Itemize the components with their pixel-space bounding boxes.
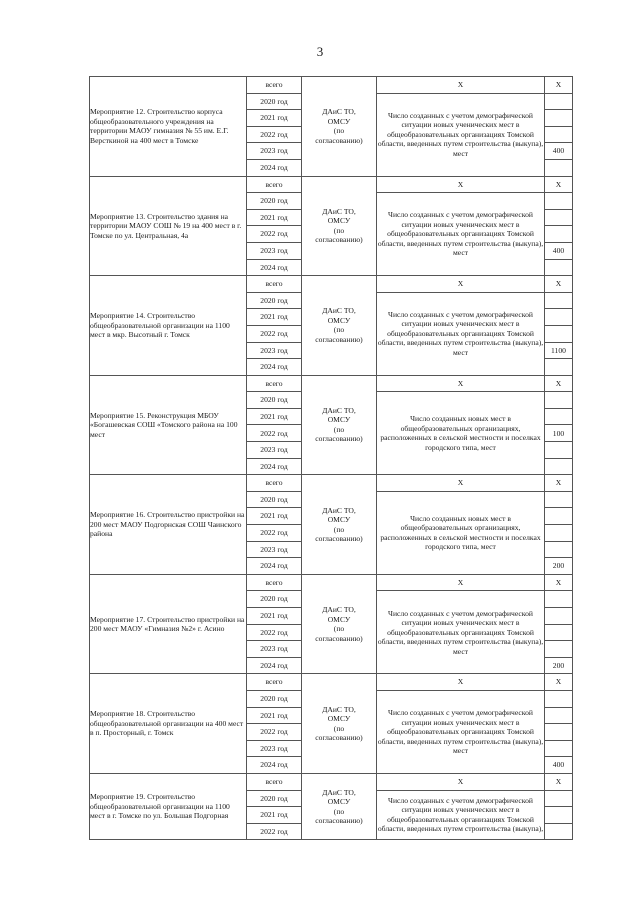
indicator-value [545,491,573,508]
executor-line: (по [333,723,345,733]
indicator-value [545,591,573,608]
year-cell: 2021 год [247,608,302,625]
indicator-name: Число созданных с учетом демографической ситуации новых ученических мест в общеобразовательных организациях Томской области, введенных путем строительства (выкупа), мест [377,690,545,773]
indicator-value [545,807,573,824]
indicator-total-cell: Х [377,773,545,790]
executor-line: согласованию) [315,334,363,344]
table-row [90,276,601,293]
year-cell: 2020 год [247,93,302,110]
year-cell: 2020 год [247,392,302,409]
year-cell: 2024 год [247,757,302,774]
executor-line: (по [333,325,345,335]
executor-line: (по [333,126,345,136]
indicator-name: Число созданных новых мест в общеобразовательных организациях, расположенных в сельской местности и поселках городского типа, мест [377,491,545,574]
indicator-name: Число созданных новых мест в общеобразовательных организациях, расположенных в сельской местности и поселках городского типа, мест [377,392,545,475]
indicator-value: 200 [545,558,573,575]
indicator-value [545,458,573,475]
measure-name: Мероприятие 15. Реконструкция МБОУ «Богашевская СОШ «Томского района на 100 мест [90,375,247,475]
indicator-value [545,325,573,342]
year-cell: 2020 год [247,193,302,210]
indicator-value [545,126,573,143]
year-cell: 2021 год [247,408,302,425]
executor-line: (по [333,424,345,434]
indicator-value [545,226,573,243]
year-cell: всего [247,674,302,691]
year-cell: 2023 год [247,143,302,160]
executor-line: ДАиС ТО, [322,605,356,615]
indicator-value: Х [545,375,573,392]
indicator-value [545,392,573,409]
indicator-value [545,525,573,542]
indicator-value: 400 [545,143,573,160]
table-row [90,773,601,790]
indicator-value [545,442,573,459]
executor-line: ОМСУ [327,216,351,226]
year-cell: всего [247,574,302,591]
measure-name: Мероприятие 19. Строительство общеобразовательной организации на 1100 мест в г. Томске по ул. Большая Подгорная [90,773,247,839]
indicator-name: Число созданных с учетом демографической ситуации новых ученических мест в общеобразовательных организациях Томской области, введенных путем строительства (выкупа), мест [377,591,545,674]
table-row [90,176,601,193]
indicator-total-cell: Х [377,375,545,392]
year-cell: 2022 год [247,325,302,342]
year-cell: 2023 год [247,740,302,757]
year-cell: 2021 год [247,707,302,724]
indicator-total-cell: Х [377,674,545,691]
executor-line: ОМСУ [327,515,351,525]
executor-cell [302,674,377,774]
indicator-value [545,93,573,110]
executor-line: ОМСУ [327,797,351,807]
year-cell: 2022 год [247,724,302,741]
indicator-value [545,309,573,326]
measure-name: Мероприятие 14. Строительство общеобразовательной организации на 1100 мест в мкр. Высотный г. Томск [90,276,247,376]
year-cell: всего [247,176,302,193]
year-cell: 2020 год [247,491,302,508]
year-cell: 2023 год [247,641,302,658]
year-cell: 2024 год [247,657,302,674]
indicator-name: Число созданных с учетом демографической ситуации новых ученических мест в общеобразовательных организациях Томской области, введенных путем строительства (выкупа), [377,790,545,840]
indicator-value: 100 [545,425,573,442]
executor-cell [302,176,377,276]
year-cell: 2021 год [247,807,302,824]
executor-line: ОМСУ [327,116,351,126]
year-cell: 2023 год [247,541,302,558]
page-number: 3 [316,44,324,59]
indicator-total-cell: Х [377,475,545,492]
year-cell: 2021 год [247,309,302,326]
year-cell: 2024 год [247,458,302,475]
year-cell: 2023 год [247,242,302,259]
year-cell: всего [247,375,302,392]
table-row [90,475,601,492]
year-cell: 2024 год [247,259,302,276]
executor-cell [302,475,377,575]
year-cell: 2023 год [247,442,302,459]
indicator-value: 400 [545,757,573,774]
executor-line: ДАиС ТО, [322,505,356,515]
year-cell: 2022 год [247,624,302,641]
indicator-value: Х [545,574,573,591]
indicator-value [545,823,573,840]
measure-name: Мероприятие 12. Строительство корпуса общеобразовательного учреждения на территории МАОУ гимназия № 55 им. Е.Г. Версткиной на 400 мест в Томске [90,77,247,177]
table-row [90,574,601,591]
year-cell: 2024 год [247,359,302,376]
indicator-value [545,159,573,176]
indicator-value [545,641,573,658]
executor-cell [302,773,377,839]
year-cell: 2022 год [247,226,302,243]
executor-cell [302,77,377,177]
indicator-value: 400 [545,242,573,259]
indicator-value: Х [545,674,573,691]
indicator-name: Число созданных с учетом демографической ситуации новых ученических мест в общеобразовательных организациях Томской области, введенных путем строительства (выкупа), мест [377,292,545,375]
year-cell: всего [247,276,302,293]
year-cell: 2022 год [247,525,302,542]
executor-cell [302,375,377,475]
indicator-total-cell: Х [377,276,545,293]
executor-cell [302,574,377,674]
indicator-value [545,690,573,707]
indicator-value [545,508,573,525]
table-row [90,77,601,94]
indicator-value [545,193,573,210]
indicator-value [545,608,573,625]
executor-line: ДАиС ТО, [322,306,356,316]
year-cell: 2021 год [247,110,302,127]
executor-line: (по [333,624,345,634]
indicator-value [545,259,573,276]
year-cell: 2020 год [247,591,302,608]
year-cell: 2021 год [247,209,302,226]
executor-line: (по [333,225,345,235]
year-cell: 2020 год [247,690,302,707]
year-cell: 2020 год [247,292,302,309]
year-cell: 2020 год [247,790,302,807]
year-cell: 2022 год [247,126,302,143]
executor-line: согласованию) [315,816,363,826]
executor-line: согласованию) [315,235,363,245]
table-row [90,674,601,691]
executor-line: ДАиС ТО, [322,206,356,216]
year-cell: 2023 год [247,342,302,359]
year-cell: всего [247,773,302,790]
table-row [90,375,601,392]
indicator-value: Х [545,276,573,293]
indicator-value [545,790,573,807]
indicator-value [545,292,573,309]
year-cell: 2021 год [247,508,302,525]
indicator-value: 200 [545,657,573,674]
indicator-value: Х [545,176,573,193]
indicator-value [545,624,573,641]
year-cell: 2024 год [247,159,302,176]
executor-line: ДАиС ТО, [322,107,356,117]
executor-line: согласованию) [315,434,363,444]
measure-name: Мероприятие 17. Строительство пристройки на 200 мест МАОУ «Гимназия №2» г. Асино [90,574,247,674]
year-cell: 2022 год [247,823,302,840]
measure-name: Мероприятие 16. Строительство пристройки на 200 мест МАОУ Подгорнская СОШ Чаинского района [90,475,247,575]
executor-line: согласованию) [315,633,363,643]
indicator-total-cell: Х [377,176,545,193]
indicator-value [545,110,573,127]
executor-line: ДАиС ТО, [322,787,356,797]
indicator-name: Число созданных с учетом демографической ситуации новых ученических мест в общеобразовательных организациях Томской области, введенных путем строительства (выкупа), мест [377,193,545,276]
indicator-value: Х [545,475,573,492]
indicator-value: Х [545,773,573,790]
executor-line: ОМСУ [327,415,351,425]
measures-table [89,76,601,840]
executor-line: ДАиС ТО, [322,704,356,714]
indicator-value [545,707,573,724]
year-cell: всего [247,77,302,94]
executor-line: ОМСУ [327,714,351,724]
indicator-value: 1100 [545,342,573,359]
executor-line: согласованию) [315,733,363,743]
executor-line: (по [333,806,345,816]
executor-line: согласованию) [315,534,363,544]
measure-name: Мероприятие 13. Строительство здания на территории МАОУ СОШ № 19 на 400 мест в г. Томске по ул. Центральная, 4а [90,176,247,276]
indicator-value [545,408,573,425]
indicator-total-cell: Х [377,574,545,591]
year-cell: всего [247,475,302,492]
executor-line: ОМСУ [327,614,351,624]
executor-line: ОМСУ [327,315,351,325]
indicator-value [545,724,573,741]
indicator-value: Х [545,77,573,94]
indicator-value [545,541,573,558]
executor-line: ДАиС ТО, [322,406,356,415]
executor-cell [302,276,377,376]
executor-line: (по [333,524,345,534]
year-cell: 2024 год [247,558,302,575]
indicator-total-cell: Х [377,77,545,94]
indicator-value [545,209,573,226]
indicator-value [545,359,573,376]
executor-line: согласованию) [315,135,363,145]
indicator-value [545,740,573,757]
year-cell: 2022 год [247,425,302,442]
indicator-name: Число созданных с учетом демографической ситуации новых ученических мест в общеобразовательных организациях Томской области, введенных путем строительства (выкупа), мест [377,93,545,176]
measure-name: Мероприятие 18. Строительство общеобразовательной организации на 400 мест в п. Просторный, г. Томск [90,674,247,774]
